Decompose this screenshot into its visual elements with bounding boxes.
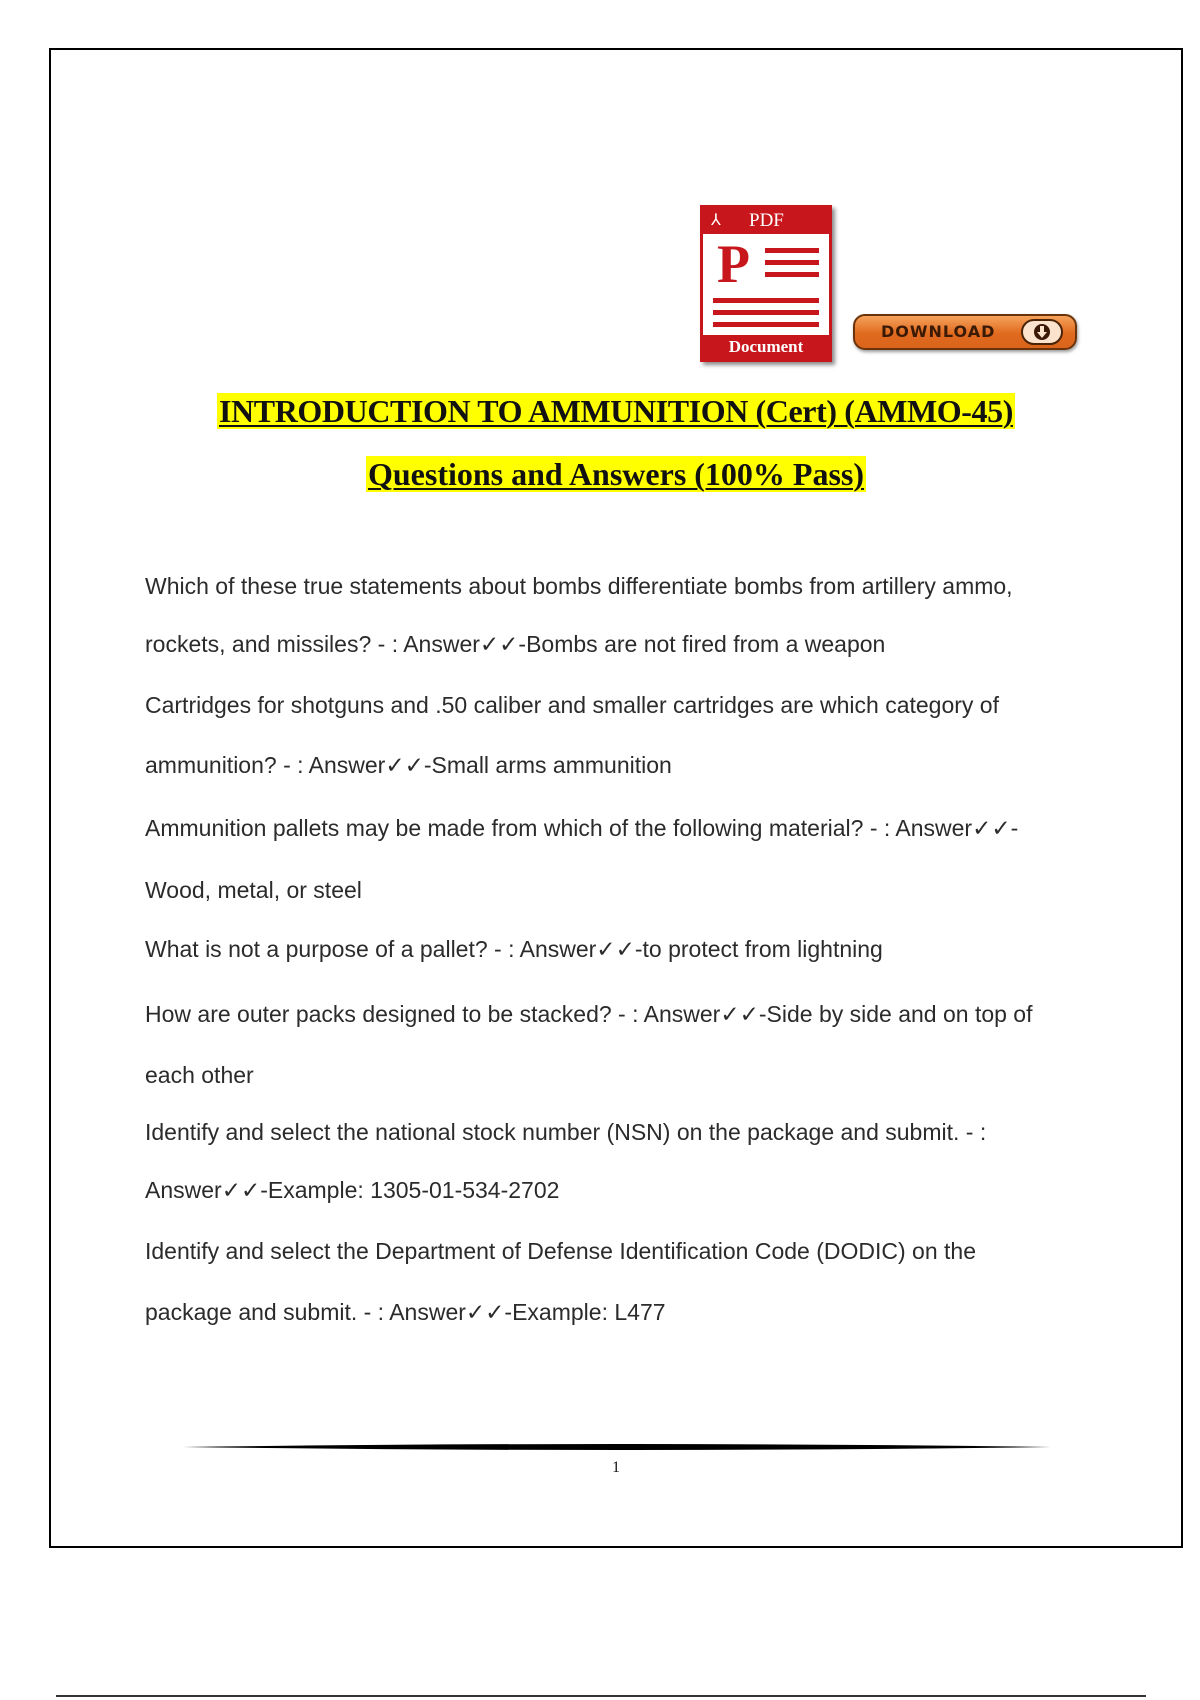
title-line-1: INTRODUCTION TO AMMUNITION (Cert) (AMMO-45) <box>219 393 1013 429</box>
pdf-text-line <box>713 298 819 303</box>
pdf-caption: Document <box>703 335 829 359</box>
qa-line: Identify and select the national stock number (NSN) on the package and submit. - : <box>145 1119 987 1145</box>
qa-line: What is not a purpose of a pallet? - : Answer✓✓-to protect from lightning <box>145 936 883 962</box>
pdf-letter: P <box>717 234 750 294</box>
qa-line: Wood, metal, or steel <box>145 877 362 903</box>
pdf-label: PDF <box>749 210 784 231</box>
footer-divider <box>183 1442 1051 1452</box>
pdf-text-line <box>765 272 819 277</box>
document-subtitle <box>0 456 1200 493</box>
pdf-icon-header <box>703 208 829 234</box>
qa-line: Answer✓✓-Example: 1305-01-534-2702 <box>145 1177 560 1203</box>
pdf-text-line <box>765 260 819 265</box>
bottom-divider <box>56 1695 1146 1697</box>
pdf-text-line <box>765 248 819 253</box>
qa-line: How are outer packs designed to be stacked? - : Answer✓✓-Side by side and on top of <box>145 1001 1033 1027</box>
download-arrow-icon <box>1021 319 1063 345</box>
acrobat-icon: ⅄ <box>711 212 721 229</box>
download-button[interactable] <box>853 314 1077 350</box>
qa-line: rockets, and missiles? - : Answer✓✓-Bombs are not fired from a weapon <box>145 631 886 657</box>
download-label: DOWNLOAD <box>881 322 996 341</box>
page-number: 1 <box>612 1459 620 1476</box>
qa-line: Identify and select the Department of Defense Identification Code (DODIC) on the <box>145 1238 976 1264</box>
qa-line: ammunition? - : Answer✓✓-Small arms ammunition <box>145 752 672 778</box>
title-line-2: Questions and Answers (100% Pass) <box>367 456 865 492</box>
document-title <box>0 393 1200 430</box>
pdf-text-line <box>713 322 819 327</box>
pdf-text-line <box>713 310 819 315</box>
qa-line: package and submit. - : Answer✓✓-Example: L477 <box>145 1299 666 1325</box>
qa-line: Which of these true statements about bombs differentiate bombs from artillery ammo, <box>145 573 1013 599</box>
pdf-document-icon <box>700 205 832 362</box>
qa-line: Ammunition pallets may be made from which of the following material? - : Answer✓✓- <box>145 815 1019 841</box>
qa-line: each other <box>145 1062 254 1088</box>
qa-line: Cartridges for shotguns and .50 caliber and smaller cartridges are which category of <box>145 692 999 718</box>
